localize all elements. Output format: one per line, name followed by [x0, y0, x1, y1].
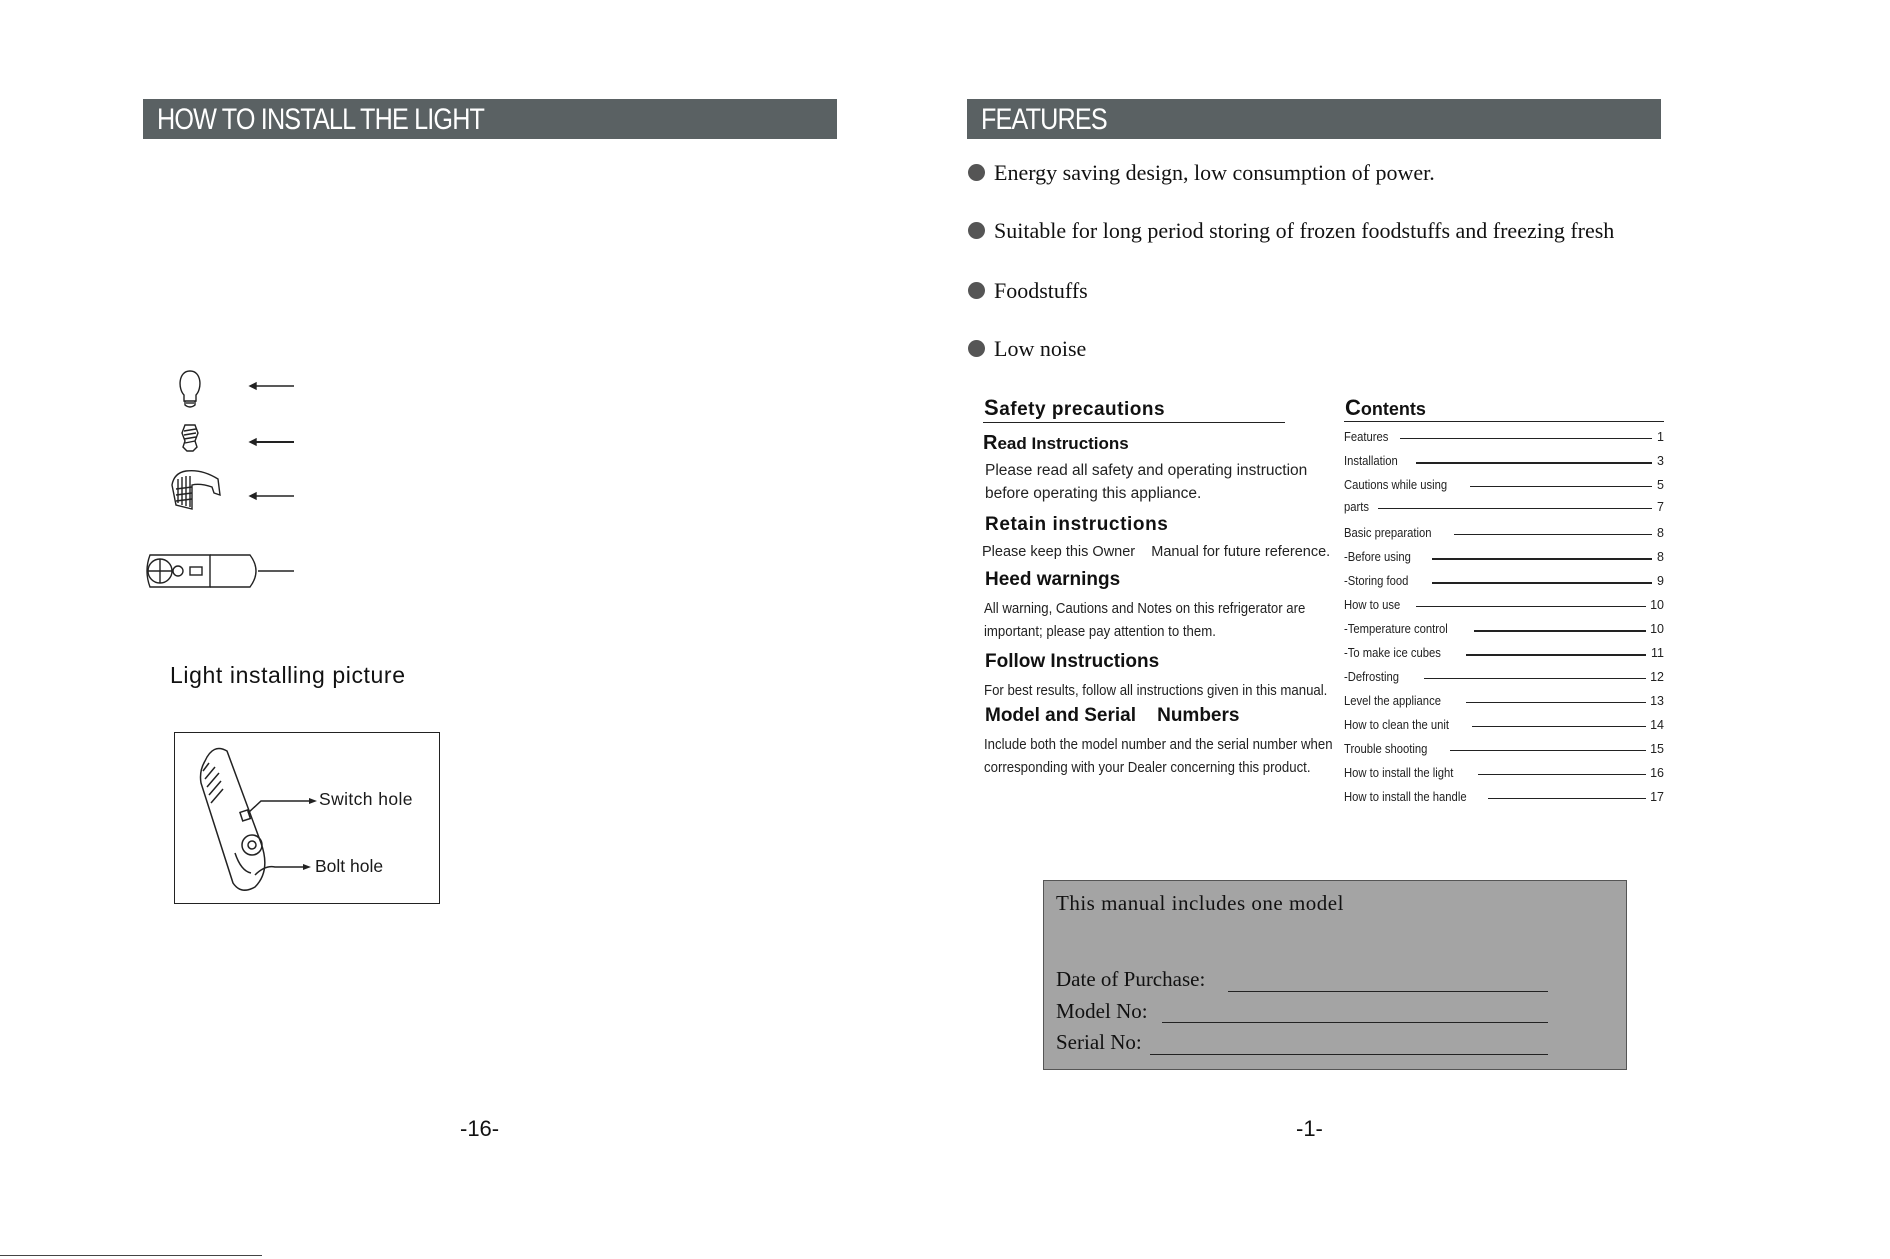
bolt-hole-label: Bolt hole — [315, 856, 384, 876]
retain-instructions-heading: Retain instructions — [985, 514, 1169, 535]
contents-item[interactable]: How to install the handle 17 — [1344, 790, 1664, 804]
lamp-holder-icon — [147, 555, 256, 587]
feature-text: Foodstuffs — [994, 278, 1088, 303]
model-no-field[interactable] — [1162, 1022, 1548, 1023]
model-no-label: Model No: — [1056, 999, 1148, 1023]
serial-no-field[interactable] — [1150, 1054, 1548, 1055]
page-number-left: -16- — [460, 1116, 500, 1141]
follow-instructions-heading: Follow Instructions — [985, 651, 1160, 672]
contents-item[interactable]: -To make ice cubes 11 — [1344, 646, 1664, 660]
contents-item[interactable]: -Temperature control 10 — [1344, 622, 1664, 636]
model-serial-line: Include both the model number and the serial number when — [984, 736, 1333, 753]
contents-title: Contents — [1345, 395, 1426, 420]
section-header-text: HOW TO INSTALL THE LIGHT — [157, 103, 485, 136]
read-instructions-line: before operating this appliance. — [985, 485, 1202, 502]
feature-item — [968, 160, 1435, 186]
date-of-purchase-field[interactable] — [1228, 991, 1548, 992]
safety-title-rule — [983, 422, 1285, 423]
contents-item[interactable]: Installation 3 — [1344, 454, 1664, 468]
contents-item[interactable]: Features 1 — [1344, 430, 1664, 444]
info-box-title: This manual includes one model — [1056, 891, 1344, 915]
lamp-cover-icon — [172, 471, 220, 509]
contents-item[interactable]: Basic preparation 8 — [1344, 526, 1664, 540]
light-installing-picture — [174, 732, 440, 904]
contents-item[interactable]: Level the appliance 13 — [1344, 694, 1664, 708]
lamp-housing-drawing — [175, 733, 441, 905]
read-instructions-line: Please read all safety and operating instruction — [985, 462, 1308, 479]
bullet-icon — [968, 340, 985, 357]
bulb-icon — [180, 371, 200, 407]
contents-item[interactable]: How to clean the unit 14 — [1344, 718, 1664, 732]
bullet-icon — [968, 282, 985, 299]
bullet-icon — [968, 164, 985, 181]
retain-instructions-line: Please keep this Owner Manual for future reference. — [982, 544, 1331, 560]
section-header-features — [967, 99, 1661, 139]
feature-item — [968, 278, 1088, 304]
feature-text: Energy saving design, low consumption of power. — [994, 160, 1435, 185]
contents-item[interactable]: Cautions while using 5 — [1344, 478, 1664, 492]
feature-item — [968, 218, 1614, 244]
section-header-install-light — [143, 99, 837, 139]
feature-text: Suitable for long period storing of frozen foodstuffs and freezing fresh — [994, 218, 1615, 243]
contents-item[interactable]: Trouble shooting 15 — [1344, 742, 1664, 756]
follow-instructions-line: For best results, follow all instructions given in this manual. — [984, 682, 1328, 699]
feature-text: Low noise — [994, 336, 1087, 361]
picture-title: Light installing picture — [170, 662, 406, 688]
safety-title: Safety precautions — [984, 395, 1166, 420]
heed-warnings-line: important; please pay attention to them. — [984, 623, 1216, 640]
feature-item — [968, 336, 1086, 362]
contents-item[interactable]: -Before using 8 — [1344, 550, 1664, 564]
switch-hole-label: Switch hole — [319, 789, 413, 809]
contents-item[interactable]: How to use 10 — [1344, 598, 1664, 612]
date-of-purchase-label: Date of Purchase: — [1056, 967, 1206, 991]
read-instructions-heading: Read Instructions — [983, 432, 1129, 454]
socket-icon — [182, 425, 198, 451]
heed-warnings-heading: Heed warnings — [985, 569, 1121, 590]
contents-item[interactable]: How to install the light 16 — [1344, 766, 1664, 780]
bullet-icon — [968, 222, 985, 239]
model-info-box — [1043, 880, 1627, 1070]
light-parts-diagram — [140, 355, 310, 605]
section-header-text: FEATURES — [981, 103, 1107, 136]
contents-title-rule — [1344, 421, 1664, 422]
contents-item[interactable]: -Defrosting 12 — [1344, 670, 1664, 684]
crop-mark-line — [0, 1255, 262, 1256]
model-serial-line: corresponding with your Dealer concerning this product. — [984, 759, 1311, 776]
serial-no-label: Serial No: — [1056, 1030, 1142, 1054]
contents-item[interactable]: parts 7 — [1344, 500, 1664, 514]
model-serial-heading: Model and Serial Numbers — [985, 705, 1240, 726]
contents-item[interactable]: -Storing food 9 — [1344, 574, 1664, 588]
page-number-right: -1- — [1296, 1116, 1323, 1141]
heed-warnings-line: All warning, Cautions and Notes on this refrigerator are — [984, 600, 1306, 617]
